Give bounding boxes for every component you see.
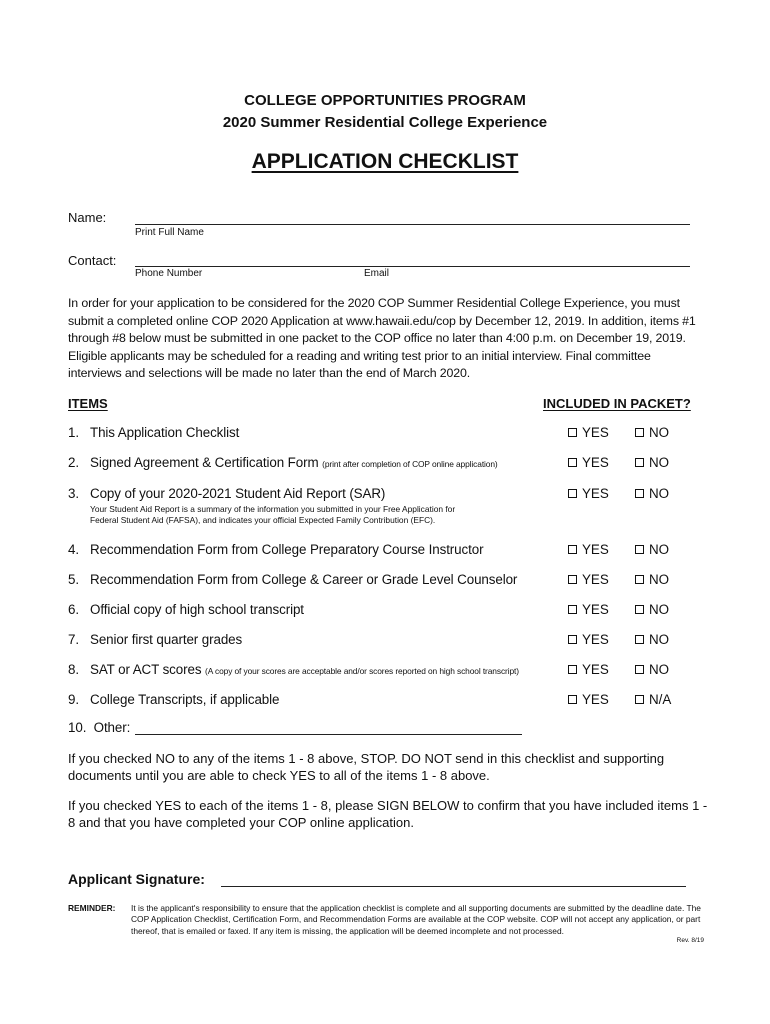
yes-label: YES <box>582 662 609 677</box>
item-text: Recommendation Form from College Preparatory Course Instructor <box>90 542 484 557</box>
yes-checkbox[interactable] <box>568 695 577 704</box>
item-text: Senior first quarter grades <box>90 632 243 647</box>
yes-option[interactable] <box>568 632 609 647</box>
yes-checkbox[interactable] <box>568 605 577 614</box>
items-heading: ITEMS <box>68 396 108 411</box>
no-checkbox[interactable] <box>635 575 644 584</box>
checklist-item <box>68 662 519 677</box>
checklist-item <box>68 486 385 501</box>
email-hint: Email <box>364 268 390 279</box>
no-label: NO <box>649 455 670 470</box>
page-title: APPLICATION CHECKLIST <box>251 150 519 173</box>
no-checkbox[interactable] <box>635 605 644 614</box>
item-text: College Transcripts, if applicable <box>90 692 280 707</box>
program-subtitle: 2020 Summer Residential College Experience <box>222 114 548 131</box>
yes-checkbox[interactable] <box>568 635 577 644</box>
item-text: Recommendation Form from College & Career or Grade Level Counselor <box>90 572 518 587</box>
yes-label: YES <box>582 542 609 557</box>
yes-label: YES <box>582 486 609 501</box>
no-option[interactable] <box>635 632 669 647</box>
yes-option[interactable] <box>568 692 609 707</box>
name-hint: Print Full Name <box>135 227 204 238</box>
yes-option[interactable] <box>568 602 609 617</box>
no-label: NO <box>649 542 670 557</box>
item-number: 8. <box>68 662 79 677</box>
yes-label: YES <box>582 455 609 470</box>
item-number: 2. <box>68 455 79 470</box>
reminder-text: It is the applicant's responsibility to ensure that the application checklist is complete and all supporting documents are submitted by the deadline date. The COP Application Checklist, Certification Form, and Recommendation Forms are available at the COP website. COP will not accept any application, or part thereof, that is emailed or faxed. If any item is missing, the application will be deemed incomplete and not processed. <box>131 903 701 936</box>
yes-option[interactable] <box>568 455 609 470</box>
yes-option[interactable] <box>568 542 609 557</box>
no-option[interactable] <box>635 425 669 440</box>
phone-hint: Phone Number <box>135 268 203 279</box>
item-note: (print after completion of COP online application) <box>322 459 498 469</box>
no-label: NO <box>649 632 670 647</box>
other-item <box>68 720 130 735</box>
yes-checkbox[interactable] <box>568 575 577 584</box>
yes-label: YES <box>582 572 609 587</box>
other-label: Other: <box>93 720 131 735</box>
item-text: This Application Checklist <box>90 425 240 440</box>
signature-field[interactable] <box>221 886 686 887</box>
no-checkbox[interactable] <box>635 458 644 467</box>
no-label: NO <box>649 425 670 440</box>
yes-checkbox[interactable] <box>568 545 577 554</box>
no-label: NO <box>649 662 670 677</box>
item-number: 6. <box>68 602 79 617</box>
checklist-item <box>68 425 239 440</box>
no-checkbox[interactable] <box>635 635 644 644</box>
no-label: NO <box>649 572 670 587</box>
item-text: Copy of your 2020-2021 Student Aid Report (SAR) <box>90 486 386 501</box>
item-text: Signed Agreement & Certification Form <box>90 455 319 470</box>
checklist-item <box>68 692 279 707</box>
yes-option[interactable] <box>568 425 609 440</box>
checklist-item <box>68 572 517 587</box>
no-checkbox[interactable] <box>635 428 644 437</box>
yes-option[interactable] <box>568 572 609 587</box>
yes-label: YES <box>582 425 609 440</box>
yes-label: YES <box>582 632 609 647</box>
no-option[interactable] <box>635 572 669 587</box>
reminder-label: REMINDER: <box>68 903 116 913</box>
sign-paragraph: If you checked YES to each of the items 1 - 8, please SIGN BELOW to confirm that you have included items 1 - 8 and that you have completed your COP online application. <box>68 798 708 830</box>
no-option[interactable] <box>635 542 669 557</box>
yes-checkbox[interactable] <box>568 665 577 674</box>
item-number: 9. <box>68 692 79 707</box>
yes-label: YES <box>582 692 609 707</box>
checklist-item <box>68 542 483 557</box>
yes-option[interactable] <box>568 662 609 677</box>
contact-field[interactable] <box>135 266 690 267</box>
no-label: N/A <box>649 692 672 707</box>
item-number: 7. <box>68 632 79 647</box>
yes-label: YES <box>582 602 609 617</box>
yes-checkbox[interactable] <box>568 458 577 467</box>
other-number: 10. <box>68 720 87 735</box>
no-option[interactable] <box>635 692 671 707</box>
no-option[interactable] <box>635 662 669 677</box>
no-option[interactable] <box>635 486 669 501</box>
included-heading: INCLUDED IN PACKET? <box>543 396 691 411</box>
contact-label: Contact: <box>68 253 117 268</box>
checklist-item <box>68 455 498 470</box>
checklist-item <box>68 602 304 617</box>
item-number: 5. <box>68 572 79 587</box>
revision-note: Rev. 8/19 <box>676 937 704 944</box>
yes-option[interactable] <box>568 486 609 501</box>
checklist-item <box>68 632 242 647</box>
signature-label: Applicant Signature: <box>68 871 205 887</box>
no-checkbox[interactable] <box>635 665 644 674</box>
item-number: 3. <box>68 486 79 501</box>
no-checkbox[interactable] <box>635 489 644 498</box>
no-checkbox[interactable] <box>635 695 644 704</box>
program-name: COLLEGE OPPORTUNITIES PROGRAM <box>244 92 526 109</box>
no-label: NO <box>649 602 670 617</box>
intro-paragraph: In order for your application to be considered for the 2020 COP Summer Residential College Experience, you must submit a completed online COP 2020 Application at www.hawaii.edu/cop by December 12, 2019. In addition, items #1 through #8 below must be submitted in one packet to the COP office no later than 4:00 p.m. on December 19, 2019. Eligible applicants may be scheduled for a reading and writing test prior to an initial interview. Final committee interviews and selections will be made no later than the end of March 2020. <box>68 296 696 381</box>
no-label: NO <box>649 486 670 501</box>
item-subnote: Your Student Aid Report is a summary of the information you submitted in your Free Application for <box>90 504 456 514</box>
name-label: Name: <box>68 210 107 225</box>
item-note: (A copy of your scores are acceptable and/or scores reported on high school transcript) <box>205 666 519 676</box>
item-subnote: Federal Student Aid (FAFSA), and indicates your official Expected Family Contribution (EFC). <box>90 515 436 525</box>
item-text: Official copy of high school transcript <box>90 602 304 617</box>
no-option[interactable] <box>635 455 669 470</box>
no-checkbox[interactable] <box>635 545 644 554</box>
item-number: 1. <box>68 425 79 440</box>
yes-checkbox[interactable] <box>568 428 577 437</box>
name-field[interactable] <box>135 224 690 225</box>
other-field[interactable] <box>135 734 522 735</box>
no-option[interactable] <box>635 602 669 617</box>
stop-paragraph: If you checked NO to any of the items 1 - 8 above, STOP. DO NOT send in this checklist and supporting documents until you are able to check YES to all of the items 1 - 8 above. <box>68 751 665 783</box>
yes-checkbox[interactable] <box>568 489 577 498</box>
item-text: SAT or ACT scores <box>90 662 202 677</box>
item-number: 4. <box>68 542 79 557</box>
